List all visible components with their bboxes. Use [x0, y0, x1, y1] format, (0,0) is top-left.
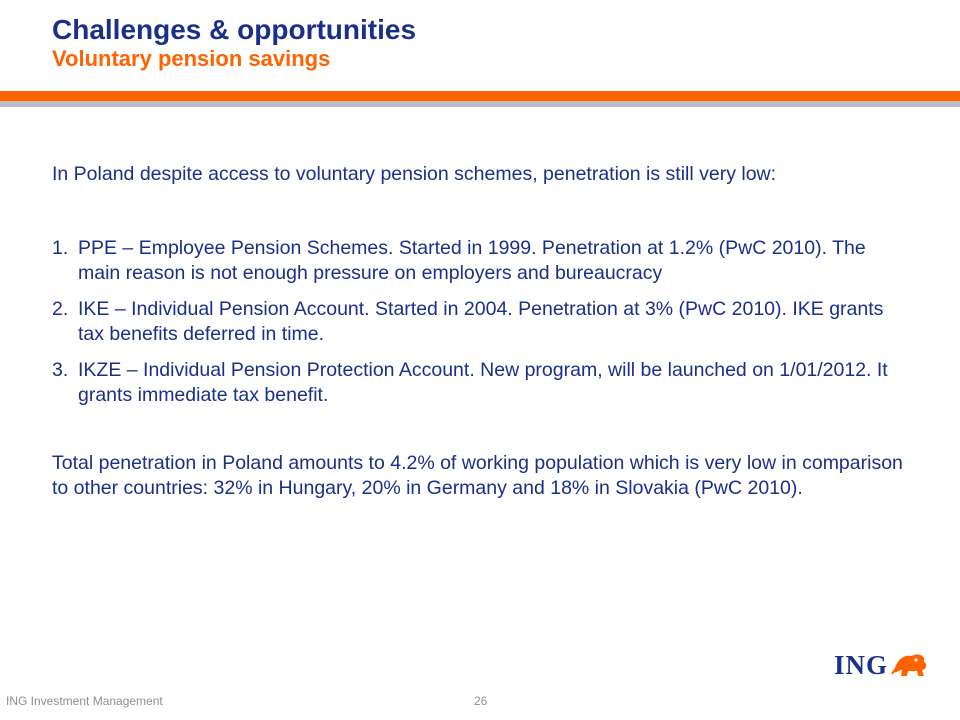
list-item-text: IKZE – Individual Pension Protection Account. New program, will be launched on 1/01/2012. It grants immediate tax benefit. [78, 359, 888, 406]
ing-logo [834, 648, 930, 682]
page-number: 26 [474, 694, 488, 708]
slide-body [52, 162, 912, 521]
ing-logo-text: ING [834, 650, 889, 680]
slide-title: Challenges & opportunities [52, 14, 417, 45]
total-penetration-paragraph: Total penetration in Poland amounts to 4.2% of working population which is very low in comparison to other countries: 32% in Hungary, 20% in Germany and 18% in Slovakia (PwC 2010). [52, 452, 903, 499]
orange-divider [0, 91, 960, 101]
list-item [52, 297, 912, 347]
list-item-number: 2. [52, 298, 69, 320]
list-item [52, 358, 912, 408]
list-item-text: IKE – Individual Pension Account. Started in 2004. Penetration at 3% (PwC 2010). IKE grants tax benefits deferred in time. [78, 298, 884, 345]
list-item-number: 1. [52, 237, 69, 259]
slide-subtitle: Voluntary pension savings [52, 46, 331, 71]
lion-icon [890, 648, 930, 680]
list-item-number: 3. [52, 359, 69, 381]
intro-paragraph: In Poland despite access to voluntary pension schemes, penetration is still very low: [52, 163, 777, 185]
footer-company: ING Investment Management [6, 694, 163, 708]
gray-divider [0, 101, 960, 107]
list-item-text: PPE – Employee Pension Schemes. Started in 1999. Penetration at 1.2% (PwC 2010). The main reason is not enough pressure on employers and bureaucracy [78, 237, 866, 284]
pension-scheme-list [52, 236, 912, 408]
list-item [52, 236, 912, 286]
